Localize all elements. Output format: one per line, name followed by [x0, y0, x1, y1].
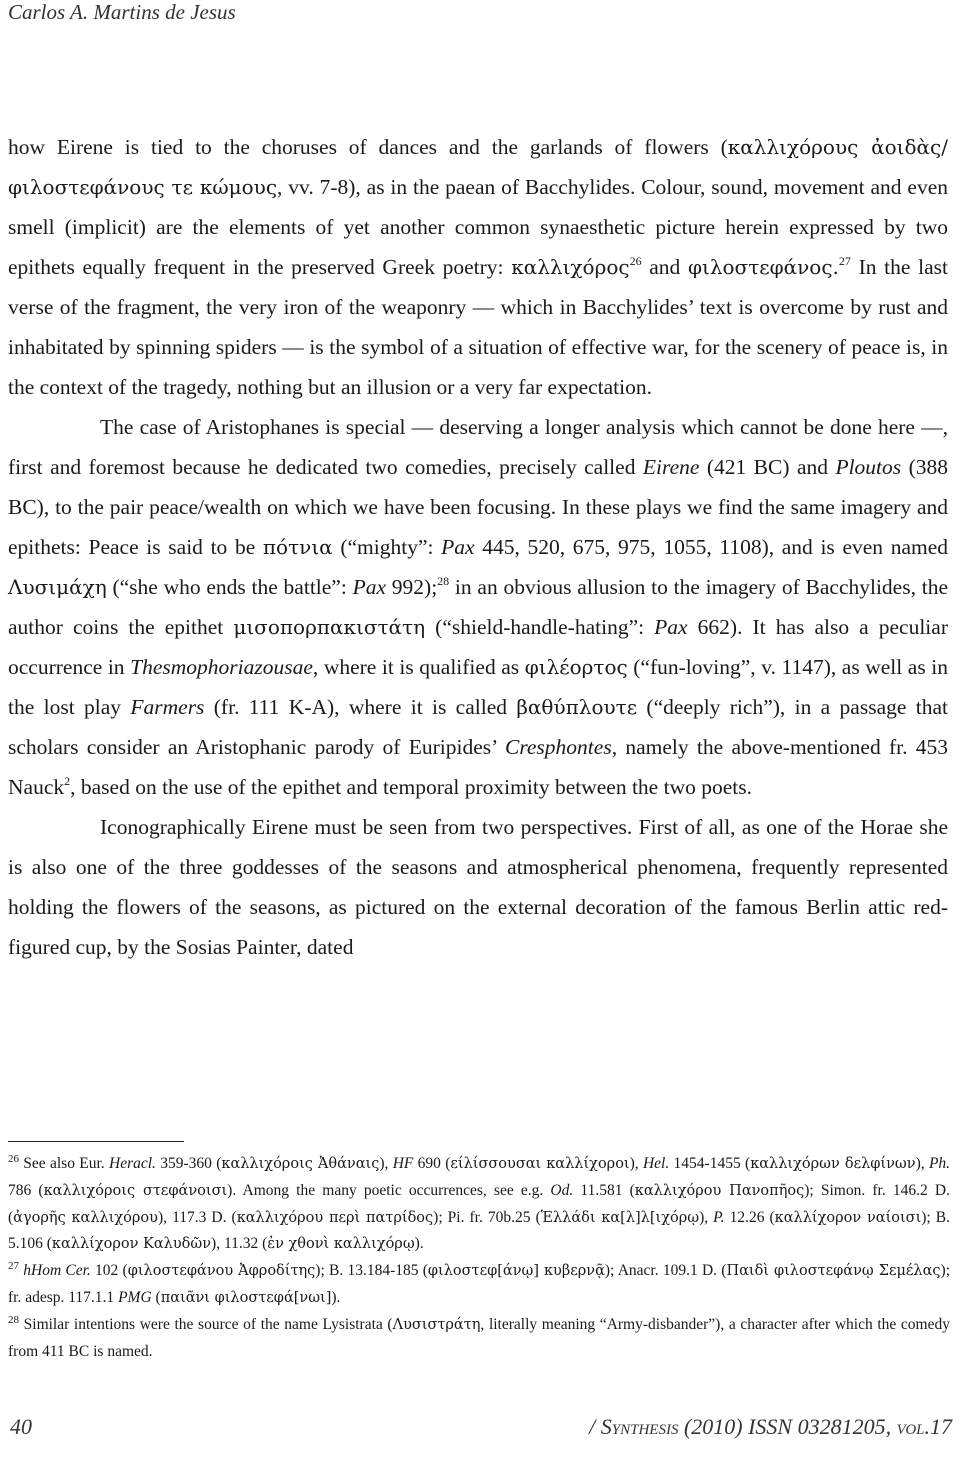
text-run: 662). It has also a peculiar occurrence in [8, 615, 948, 679]
greek-text: φιλέορτος [524, 655, 628, 679]
italic-title: Ploutos [835, 455, 902, 479]
greek-text: καλλιχόροις Ἀθάναις [221, 1156, 380, 1172]
greek-text: ἀγορῆς καλλιχόρου [13, 1209, 158, 1226]
volume-label: vol [896, 1414, 925, 1439]
paragraph-2 [8, 407, 948, 807]
text-run: In the last verse of the fragment, the very iron of the weaponry — which in Bacchylides’ text is overcome by rust and inhabitated by spinning spiders — is the symbol of a situation of effective war, for the scenery of peace is, in the context of the tragedy, nothing but an illusion or a very far expectation. [8, 255, 948, 399]
italic-title: Thesmophoriazousae [130, 655, 313, 679]
greek-text: καλλίχορον ναίοισι [774, 1209, 922, 1226]
edition-superscript: 2 [64, 774, 71, 788]
text-run: 102 ( [90, 1262, 128, 1280]
footnotes [8, 1151, 950, 1364]
text-run: ); B. 5.106 ( [8, 1208, 950, 1253]
italic-ref: Ph. [928, 1155, 951, 1172]
italic-title: Pax [441, 535, 475, 559]
text-run: 1454-1455 ( [669, 1155, 751, 1172]
text-run: ), [629, 1155, 643, 1172]
journal-footer [589, 1414, 952, 1440]
text-run: ); B. 13.184-185 ( [315, 1262, 428, 1280]
text-run: ); Pi. fr. 70b.25 ( [433, 1208, 541, 1226]
text-run: ), 11.32 ( [211, 1235, 268, 1253]
footnote-26 [8, 1151, 950, 1258]
footnote-divider [8, 1141, 184, 1142]
footnote-27 [8, 1258, 950, 1312]
text-run: 786 ( [8, 1181, 44, 1199]
text-run: (“deeply rich”), in a passage that scholars consider an Aristophanic parody of Euripides’ [8, 695, 948, 759]
text-run: , based on the use of the epithet and temporal proximity between the two poets. [70, 775, 752, 799]
text-run: (fr. 111 K-A), where it is called [204, 695, 517, 719]
greek-text: βαθύπλουτε [516, 695, 638, 719]
text-run: , namely the above-mentioned fr. 453 Nauck [8, 735, 949, 799]
greek-text: φιλοστεφάνος. [687, 255, 839, 279]
footnote-number: 27 [8, 1260, 19, 1273]
text-run: , vv. 7-8), as in the paean of Bacchylides. Colour, sound, movement and even smell (implicit) are the elements of yet another common synaesthetic picture herein expressed by two epithets equally frequent in the preserved Greek poetry: [8, 175, 948, 279]
italic-ref: P. [713, 1208, 725, 1226]
greek-text: φιλοστεφ[άνῳ] κυβερνᾷ [427, 1263, 605, 1280]
text-run: 12.26 ( [724, 1208, 775, 1226]
paragraph-1 [8, 127, 948, 407]
journal-name: Synthesis [600, 1414, 679, 1439]
text-run: .17 [924, 1414, 952, 1439]
greek-text: πότνια [262, 535, 333, 559]
greek-text: είλίσσουσαι καλλίχοροι [450, 1156, 630, 1172]
running-header: Carlos A. Martins de Jesus [8, 0, 236, 24]
text-run: (“fun-loving”, v. 1147), as well as in the lost play [8, 655, 948, 719]
text-run: ( [151, 1288, 161, 1306]
text-run: ), 117.3 D. ( [157, 1208, 237, 1226]
page-number: 40 [10, 1414, 32, 1439]
text-run: (“shield-handle-hating”: [425, 615, 655, 639]
text-run: (421 BC) and [699, 455, 836, 479]
footnote-ref-26[interactable]: 26 [629, 254, 642, 268]
italic-ref: hHom Cer. [23, 1262, 91, 1280]
italic-ref: PMG [118, 1288, 152, 1306]
greek-text: μισοπορπακιστάτη [233, 615, 426, 639]
text-run: , where it is qualified as [312, 655, 525, 679]
text-run: ), [379, 1155, 393, 1172]
text-run: ). [331, 1288, 341, 1306]
text-run: 11.581 ( [573, 1181, 635, 1199]
text-run: ); fr. adesp. 117.1.1 [8, 1262, 950, 1306]
italic-title: Cresphontes [504, 735, 612, 759]
greek-text: Παιδὶ φιλοστεφάνῳ Σεμέλας [726, 1263, 941, 1280]
italic-title: Eirene [642, 455, 700, 479]
text-run: ); Simon. fr. 146.2 D. ( [8, 1181, 950, 1226]
greek-text: παιᾶνι φιλοστεφά[νωι] [160, 1289, 332, 1306]
text-run: in an obvious allusion to the imagery of Bacchylides, the author coins the epithet [8, 575, 948, 639]
text-run: ); Anacr. 109.1 D. ( [604, 1262, 727, 1280]
text-run: , literally meaning “Army-disbander”), a character after which the comedy from 411 BC is named. [8, 1315, 950, 1360]
italic-title: Pax [352, 575, 387, 599]
italic-ref: Heracl. [109, 1155, 156, 1172]
italic-ref: Hel. [642, 1155, 670, 1172]
text-run: (“mighty”: [332, 535, 442, 559]
italic-title: Pax [654, 615, 688, 639]
text-run: ). Among the many poetic occurrences, see e.g. [227, 1181, 551, 1199]
text-run: The case of Aristophanes is special — deserving a longer analysis which cannot be done here —, first and foremost because he dedicated two comedies, precisely called [8, 415, 948, 479]
text-run: (“she who ends the battle”: [106, 575, 353, 599]
text-run: Similar intentions were the source of the name Lysistrata ( [19, 1315, 393, 1333]
text-run: and [641, 255, 688, 279]
main-text [8, 127, 948, 967]
text-run: ). [414, 1235, 424, 1253]
greek-text: καλλιχόρους ἀοιδὰς/ φιλοστεφάνους τε κώμους [8, 135, 948, 199]
text-run: (388 BC), to the pair peace/wealth on which we have been focusing. In these plays we find the same imagery and epithets: Peace is said to be [8, 455, 948, 559]
greek-text: καλλιχόρου Πανοπῆος [634, 1182, 805, 1199]
text-run: 992); [386, 575, 438, 599]
paragraph-3: Iconographically Eirene must be seen from two perspectives. First of all, as one of the Horae she is also one of the three goddesses of the seasons and atmospherical phenomena, frequently represented holding the flowers of the seasons, as pictured on the external decoration of the famous Berlin attic red-figured cup, by the Sosias Painter, dated [8, 815, 948, 959]
text-run: ), [915, 1155, 929, 1172]
greek-text: καλλιχόρου περὶ πατρίδος [236, 1209, 434, 1226]
text-run: / [589, 1414, 601, 1439]
text-run: (2010) ISSN 03281205, [678, 1414, 897, 1439]
greek-text: ἐν χθονὶ καλλιχόρῳ [267, 1236, 415, 1253]
greek-text: Ἑλλάδι κα[λ]λ[ιχόρῳ [540, 1209, 700, 1226]
text-run: how Eirene is tied to the choruses of dances and the garlands of flowers ( [8, 135, 728, 159]
text-run: 445, 520, 675, 975, 1055, 1108), and is even named [474, 535, 949, 559]
footnote-ref-27[interactable]: 27 [838, 254, 851, 268]
greek-text: Λυσιμάχη [8, 575, 107, 599]
greek-text: καλλιχόρος [511, 255, 630, 279]
italic-ref: Od. [550, 1181, 574, 1199]
italic-title: Farmers [130, 695, 205, 719]
text-run: See also Eur. [19, 1155, 109, 1172]
footnote-number: 28 [8, 1313, 19, 1326]
greek-text: καλλιχόρων δελφίνων [750, 1156, 916, 1172]
greek-text: καλλιχόροις στεφάνοισι [43, 1182, 228, 1199]
text-run: ), [699, 1208, 714, 1226]
text-run: 690 ( [413, 1155, 451, 1172]
footnote-number: 26 [8, 1153, 19, 1165]
text-run: 359-360 ( [155, 1155, 222, 1172]
footnote-28 [8, 1312, 950, 1365]
italic-ref: HF [392, 1155, 414, 1172]
greek-text: φιλοστεφάνου Ἀφροδίτης [127, 1263, 316, 1280]
footnote-ref-28[interactable]: 28 [437, 574, 450, 588]
greek-text: καλλίχορον Καλυδῶν [51, 1236, 212, 1253]
greek-text: Λυσιστράτη [392, 1316, 481, 1333]
